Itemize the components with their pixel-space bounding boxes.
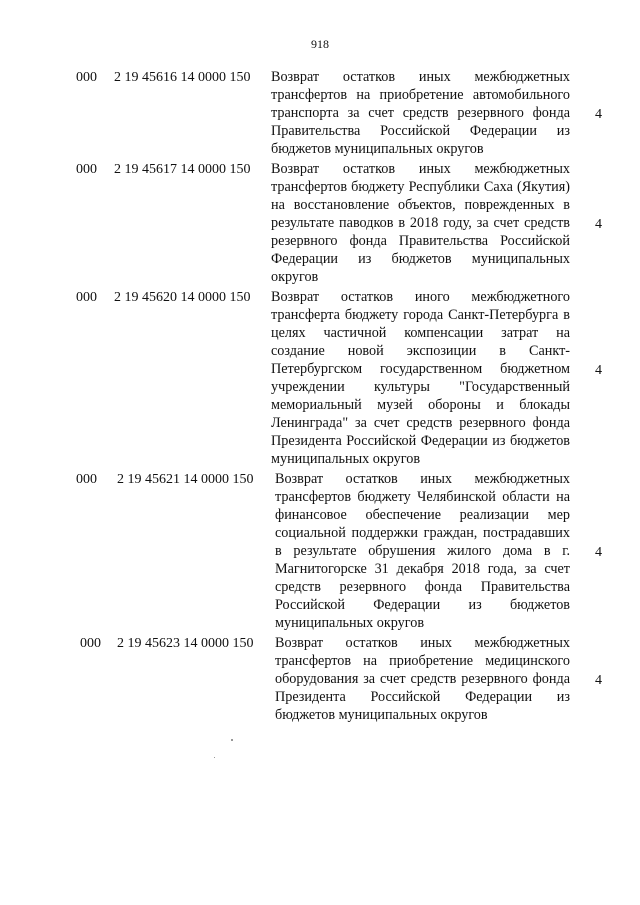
income-description: Возврат остатков иных межбюджетных трансфертов на приобретение медицинского оборудования за счет средств резервного фонда Президента Российской Федерации из бюджетов муниципальных округов: [275, 635, 570, 723]
budget-classification-code: 2 19 45620 14 0000 150: [114, 290, 251, 305]
admin-code: 000: [76, 70, 97, 85]
scan-speck: [214, 757, 215, 758]
table-row: [0, 68, 640, 158]
budget-classification-code: 2 19 45617 14 0000 150: [114, 162, 251, 177]
income-description: Возврат остатков иных межбюджетных трансфертов бюджету Челябинской области на финансовое обеспечение реализации мер социальной поддержки граждан, пострадавших в результате обрушения жилого дома в г. Магнитогорске 31 декабря 2018 года, за счет средств резервного фонда Правительства Российской Федерации из бюджетов муниципальных округов: [275, 471, 570, 631]
income-description: Возврат остатков иного межбюджетного трансферта бюджету города Санкт-Петербурга в целях частичной компенсации затрат на создание новой экспозиции в Санкт-Петербургском государственном бюджетном учреждении культуры "Государственный мемориальный музей обороны и блокады Ленинграда" за счет средств резервного фонда Президента Российской Федерации из бюджетов муниципальных округов: [271, 289, 570, 467]
admin-code: 000: [76, 162, 97, 177]
amount-value: 4: [595, 673, 602, 688]
budget-classification-code: 2 19 45621 14 0000 150: [117, 472, 254, 487]
budget-classification-code: 2 19 45616 14 0000 150: [114, 70, 251, 85]
amount-value: 4: [595, 363, 602, 378]
amount-value: 4: [595, 545, 602, 560]
page-number: 918: [311, 37, 329, 51]
table-row: [0, 288, 640, 468]
budget-classification-code: 2 19 45623 14 0000 150: [117, 636, 254, 651]
table-row: [0, 470, 640, 632]
table-row: [0, 160, 640, 286]
admin-code: 000: [76, 472, 97, 487]
table-row: [0, 634, 640, 724]
amount-value: 4: [595, 107, 602, 122]
amount-value: 4: [595, 217, 602, 232]
admin-code: 000: [76, 290, 97, 305]
budget-code-table: [0, 68, 640, 726]
income-description: Возврат остатков иных межбюджетных трансфертов на приобретение автомобильного транспорта за счет средств резервного фонда Правительства Российской Федерации из бюджетов муниципальных округов: [271, 69, 570, 157]
income-description: Возврат остатков иных межбюджетных трансфертов бюджету Республики Саха (Якутия) на восстановление объектов, поврежденных в результате паводков в 2018 году, за счет средств резервного фонда Правительства Российской Федерации из бюджетов муниципальных округов: [271, 161, 570, 285]
admin-code: 000: [80, 636, 101, 651]
scan-speck: [231, 739, 233, 741]
